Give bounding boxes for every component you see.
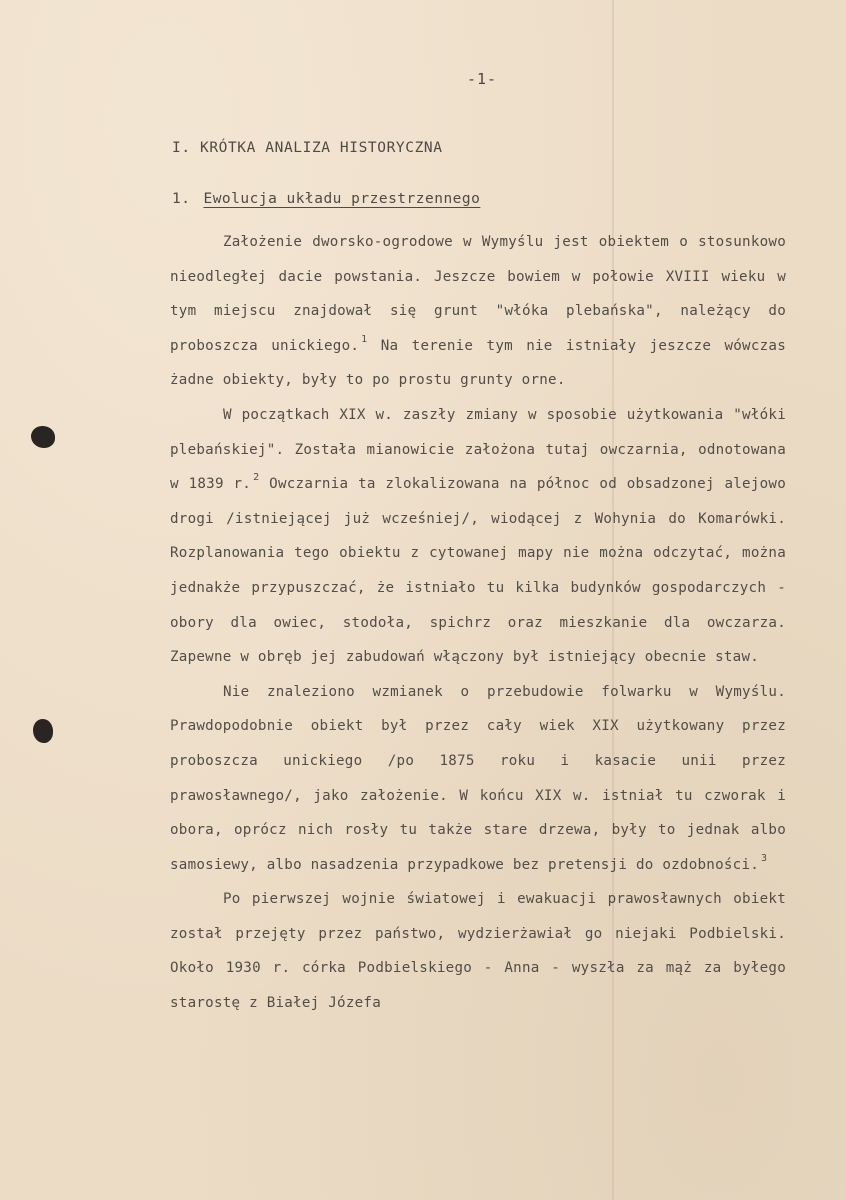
body-text <box>170 225 786 1021</box>
paragraph <box>170 398 786 675</box>
section-title: Ewolucja układu przestrzennego <box>203 191 481 207</box>
paragraph-text: Po pierwszej wojnie światowej i ewakuacji prawosławnych obiekt został przejęty przez państwo, wydzierżawiał go niejaki Podbielski. Około 1930 r. córka Podbielskiego - Anna - wyszła za mąż za byłego starostę z Białej Józefa <box>170 891 786 1012</box>
paragraph-text: Założenie dworsko-ogrodowe w Wymyślu jest obiektem o stosunkowo nieodległej dacie powstania. Jeszcze bowiem w połowie XVIII wieku w tym miejscu znajdował się grunt "włóka plebańska", należący do proboszcza unickiego. <box>170 234 786 354</box>
footnote-marker: 2 <box>253 472 260 484</box>
paragraph-text: W początkach XIX w. zaszły zmiany w sposobie użytkowania "włóki plebańskiej". Została mianowicie założona tutaj owczarnia, odnotowana w 1839 r. <box>170 406 786 493</box>
punch-hole-lower <box>33 719 53 743</box>
punch-hole-upper <box>31 426 55 448</box>
paragraph-text: Nie znaleziono wzmianek o przebudowie folwarku w Wymyślu. Prawdopodobnie obiekt był przez cały wiek XIX użytkowany przez proboszcza unickiego /po 1875 roku i kasacie unii przez prawosławnego/, jako założenie. W końcu XIX w. istniał tu czworak i obora, oprócz nich rosły tu także stare drzewa, były to jednak albo samosiewy, albo nasadzenia przypadkowe bez pretensji do ozdobności. <box>170 683 786 873</box>
section-heading <box>172 191 480 207</box>
footnote-marker: 1 <box>361 333 368 345</box>
chapter-heading: I. KRÓTKA ANALIZA HISTORYCZNA <box>172 140 443 156</box>
page-number: -1- <box>467 70 498 88</box>
footnote-marker: 3 <box>761 852 768 864</box>
paragraph-text-continued: Na terenie tym nie istniały jeszcze wówczas żadne obiekty, były to po prostu grunty orne. <box>170 337 786 389</box>
paragraph <box>170 225 786 398</box>
section-number: 1. <box>172 191 191 207</box>
paragraph <box>170 675 786 883</box>
paragraph <box>170 882 786 1020</box>
paragraph-text-continued: Owczarnia ta zlokalizowana na północ od obsadzonej alejowo drogi /istniejącej już wcześniej/, wiodącej z Wohynia do Komarówki. Rozplanowania tego obiektu z cytowanej mapy nie można odczytać, można jednakże przypuszczać, że istniało tu kilka budynków gospodarczych - obory dla owiec, stodoła, spichrz oraz mieszkanie dla owczarza. Zapewne w obręb jej zabudowań włączony był istniejący obecnie staw. <box>170 476 786 666</box>
